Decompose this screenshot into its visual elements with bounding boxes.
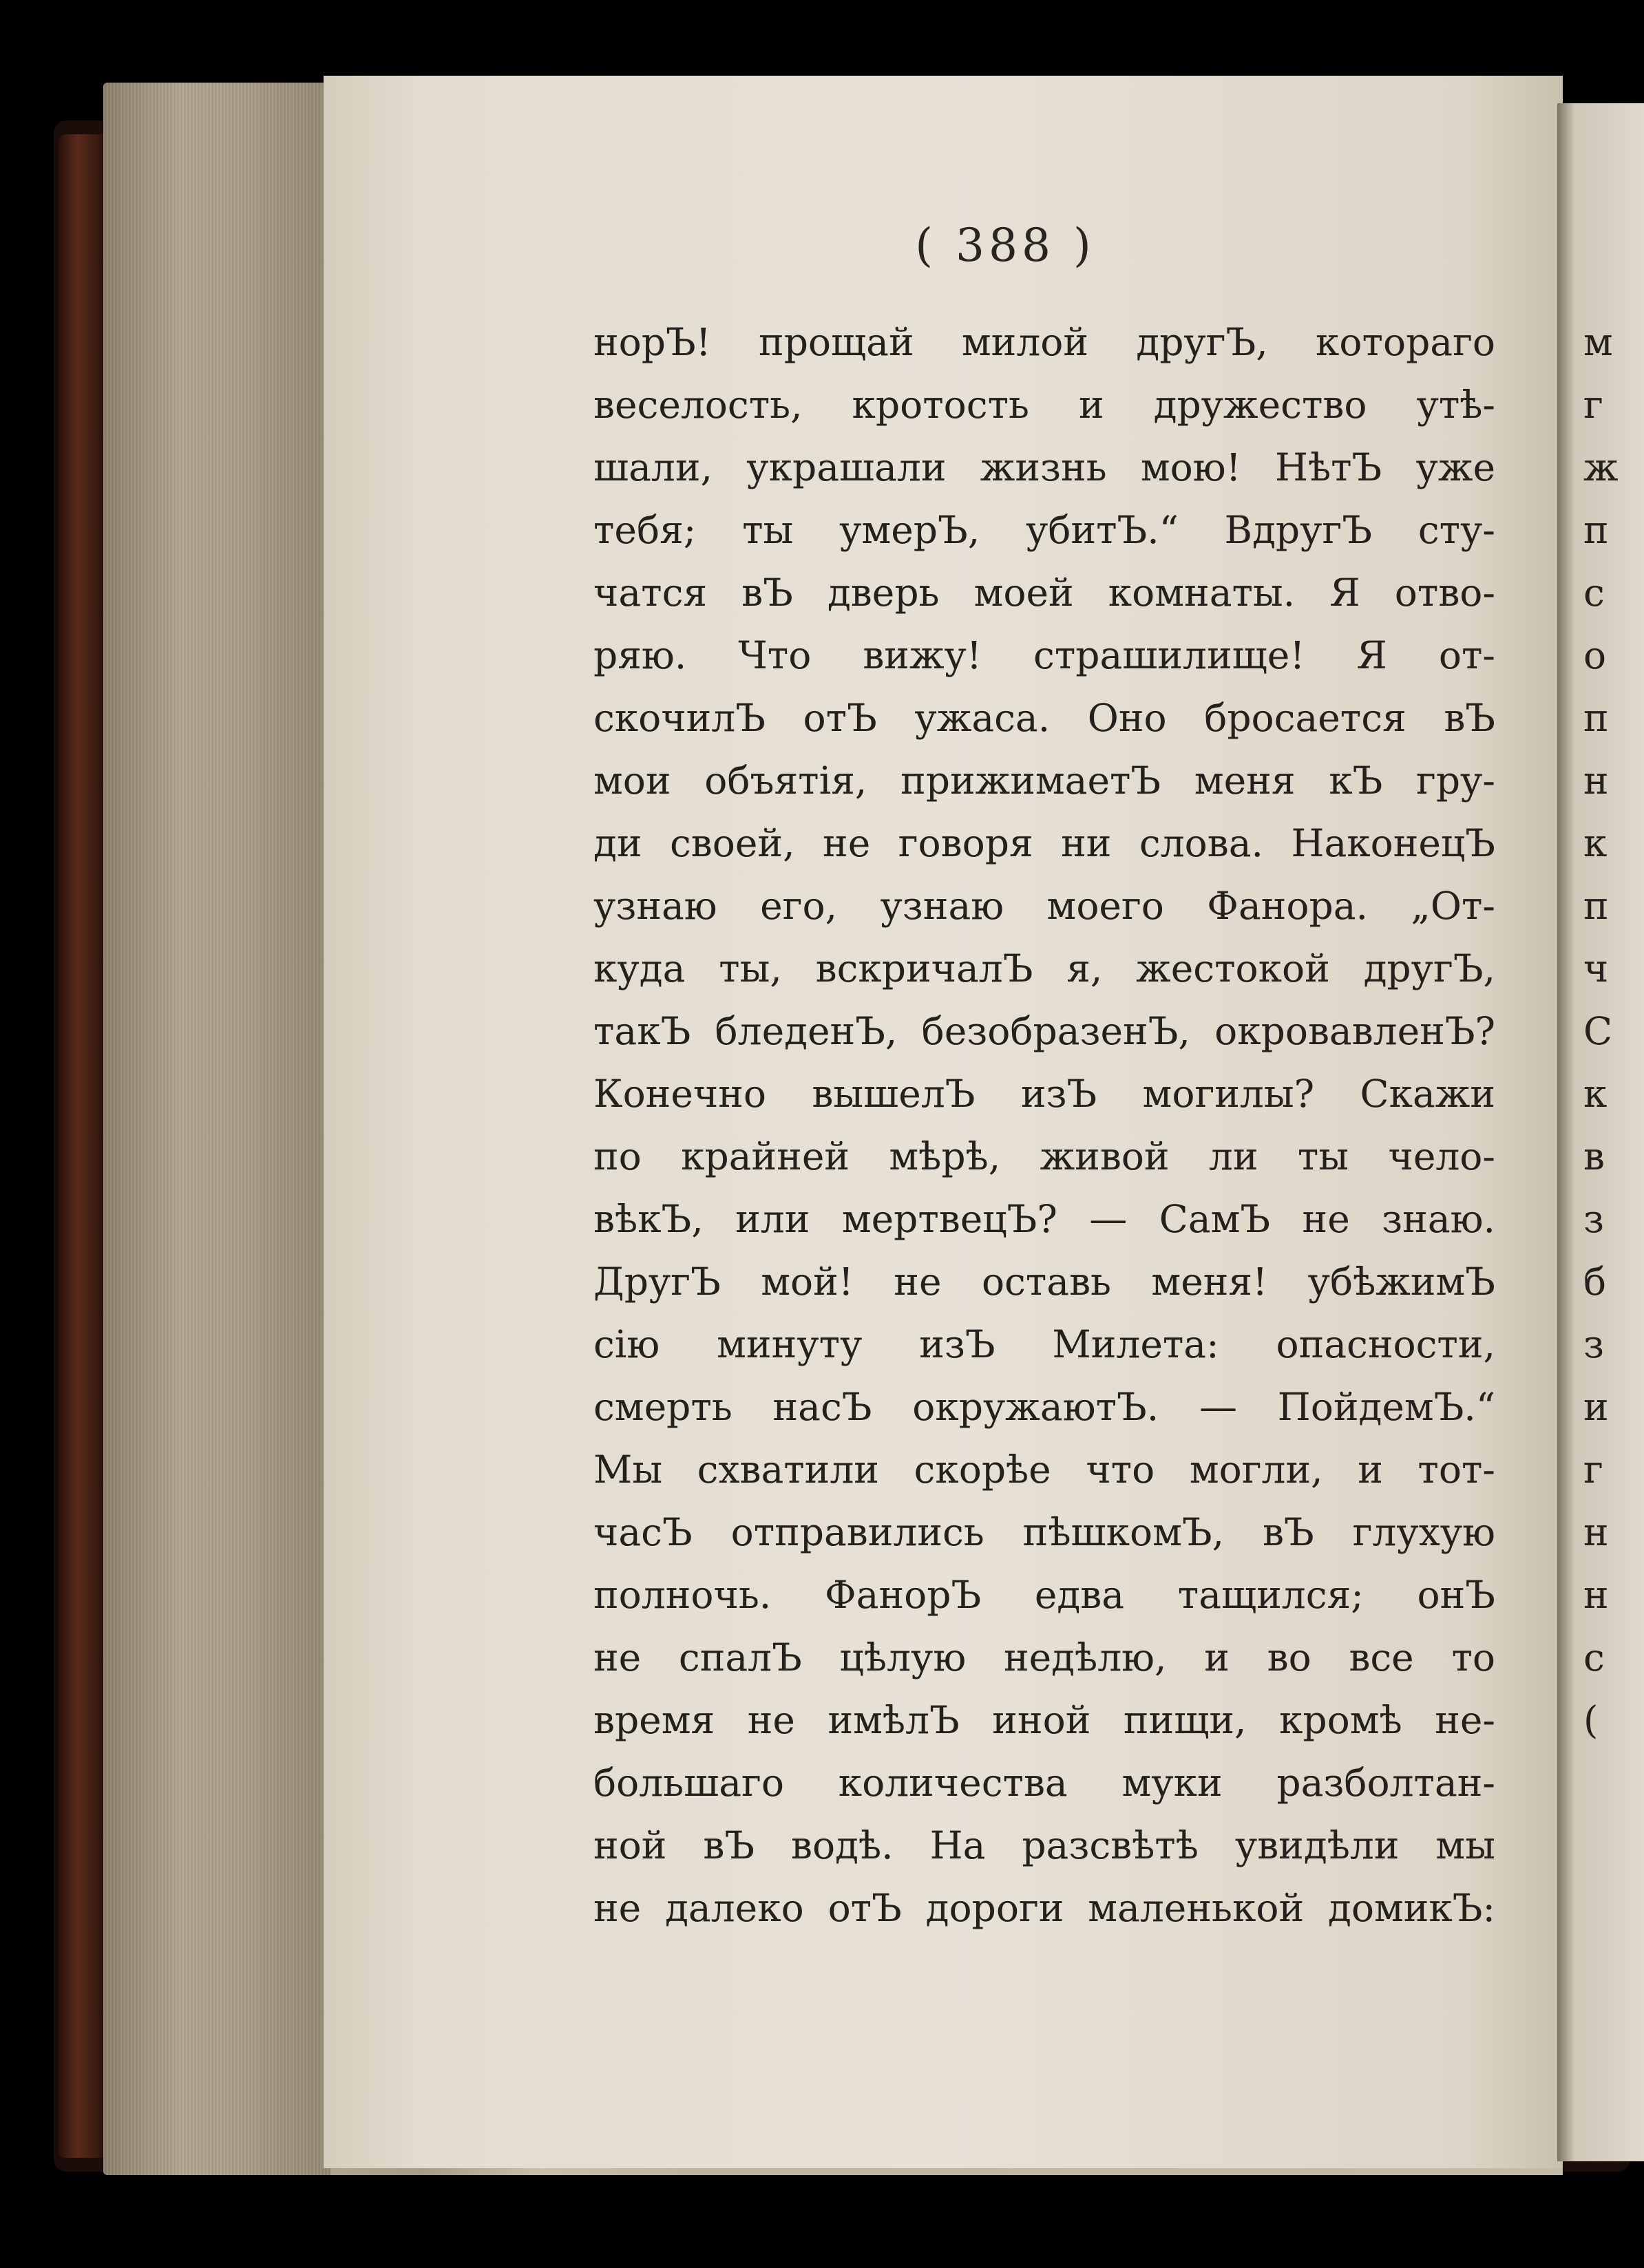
text-line: сію минуту изЪ Милета: опасности, (593, 1322, 1495, 1366)
text-line: время не имѣлЪ иной пищи, кромѣ не- (593, 1698, 1495, 1742)
text-line: ряю. Что вижу! страшилище! Я от- (593, 633, 1495, 677)
next-page-line: з (1583, 1197, 1604, 1241)
text-line: ной вЪ водѣ. На разсвѣтѣ увидѣли мы (593, 1823, 1495, 1867)
text-line: мои объятія, прижимаетЪ меня кЪ гру- (593, 759, 1495, 803)
text-line: веселость, кротость и дружество утѣ- (593, 383, 1495, 427)
page-number: ( 388 ) (915, 219, 1095, 272)
text-line: полночь. ФанорЪ едва тащился; онЪ (593, 1573, 1495, 1617)
next-page-line: г (1583, 383, 1603, 427)
next-page-line: з (1583, 1322, 1604, 1366)
next-page-line: г (1583, 1448, 1603, 1492)
next-page-text-fragment (1583, 311, 1644, 1752)
text-line: смерть насЪ окружаютЪ. — ПойдемЪ.“ (593, 1385, 1495, 1429)
text-line: скочилЪ отЪ ужаса. Оно бросается вЪ (593, 696, 1495, 740)
next-page-line: с (1583, 1635, 1605, 1679)
text-line: не далеко отЪ дороги маленькой домикЪ: (593, 1886, 1495, 1930)
next-page-line: к (1583, 821, 1608, 865)
next-page-line: ж (1583, 445, 1619, 489)
text-line: норЪ! прощай милой другЪ, котораго (593, 320, 1495, 364)
next-page-line: п (1583, 696, 1609, 740)
next-page-line: ( (1583, 1698, 1599, 1742)
next-page-line: б (1583, 1260, 1607, 1304)
next-page-line: С (1583, 1009, 1613, 1053)
text-line: не спалЪ цѣлую недѣлю, и во все то (593, 1635, 1495, 1679)
next-page-line: с (1583, 571, 1605, 615)
next-page-line: п (1583, 508, 1609, 552)
next-page-line: ч (1583, 946, 1609, 990)
next-page-line: н (1583, 1573, 1609, 1617)
next-page-line: п (1583, 884, 1609, 928)
page-text (593, 311, 1495, 1940)
next-page-line: о (1583, 633, 1607, 677)
text-line: по крайней мѣрѣ, живой ли ты чело- (593, 1134, 1495, 1178)
next-page-line: н (1583, 759, 1609, 803)
page-fore-edge (103, 83, 330, 2175)
text-line: тебя; ты умерЪ, убитЪ.“ ВдругЪ сту- (593, 508, 1495, 552)
text-line: шали, украшали жизнь мою! НѣтЪ уже (593, 445, 1495, 489)
next-page-line: к (1583, 1072, 1608, 1116)
text-line: Конечно вышелЪ изЪ могилы? Скажи (593, 1072, 1495, 1116)
text-line: куда ты, вскричалЪ я, жестокой другЪ, (593, 946, 1495, 990)
text-line: узнаю его, узнаю моего Фанора. „От- (593, 884, 1495, 928)
text-line: вѣкЪ, или мертвецЪ? — СамЪ не знаю. (593, 1197, 1495, 1241)
book-cover-spine-edge (59, 134, 107, 2158)
text-line: Мы схватили скорѣе что могли, и тот- (593, 1448, 1495, 1492)
text-line: чатся вЪ дверь моей комнаты. Я отво- (593, 571, 1495, 615)
text-line: большаго количества муки разболтан- (593, 1761, 1495, 1805)
text-line: такЪ бледенЪ, безобразенЪ, окровавленЪ? (593, 1009, 1495, 1053)
next-page-line: н (1583, 1510, 1609, 1554)
text-line: ДругЪ мой! не оставь меня! убѣжимЪ (593, 1260, 1495, 1304)
text-line: часЪ отправились пѣшкомЪ, вЪ глухую (593, 1510, 1495, 1554)
text-line: ди своей, не говоря ни слова. НаконецЪ (593, 821, 1495, 865)
next-page-line: в (1583, 1134, 1605, 1178)
next-page-line: и (1583, 1385, 1609, 1429)
next-page-line: м (1583, 320, 1613, 364)
